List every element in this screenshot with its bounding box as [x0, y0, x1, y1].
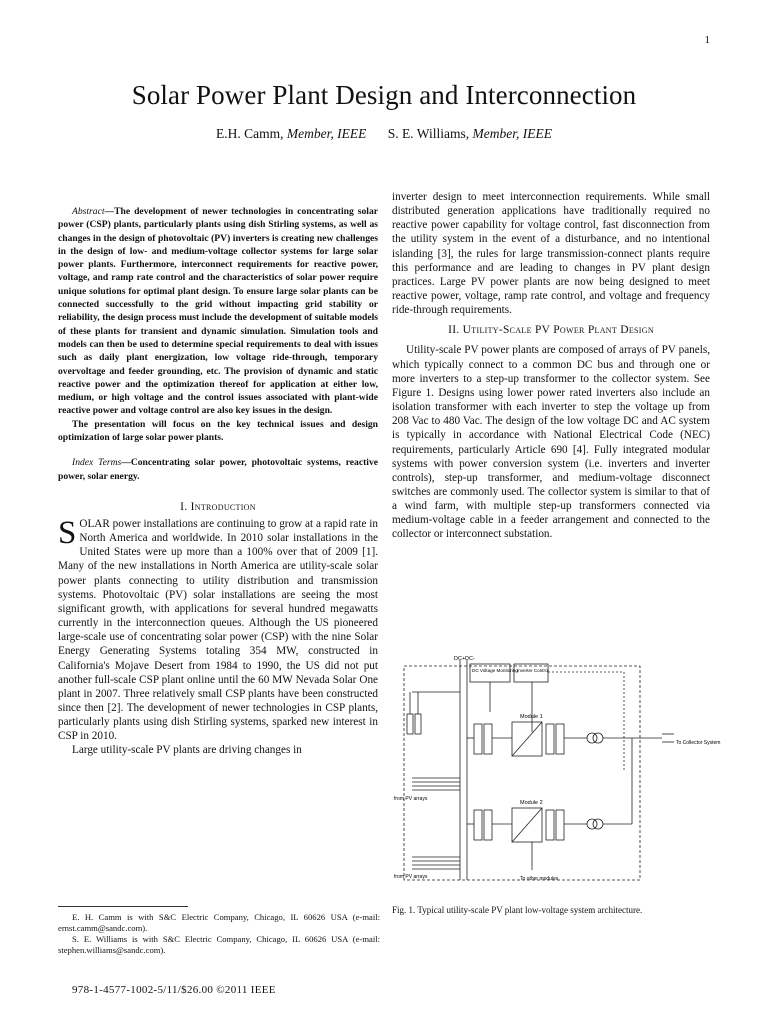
author-1 [216, 126, 366, 141]
abstract-label: Abstract [72, 206, 105, 217]
left-column [58, 205, 378, 758]
paper-title: Solar Power Plant Design and Interconnection [131, 80, 637, 110]
copyright-line: 978-1-4577-1002-5/11/$26.00 ©2011 IEEE [72, 984, 276, 996]
index-terms-label: Index Terms [72, 457, 122, 469]
intro-paragraph-2: Large utility-scale PV plants are driving changes in [72, 744, 302, 757]
dc-voltage-monitoring-label: DC Voltage Monitoring [472, 668, 518, 673]
abstract [58, 205, 378, 418]
author-1-name: E.H. Camm, [216, 126, 284, 141]
author-1-role: Member, IEEE [286, 126, 367, 141]
footnote-2: S. E. Williams is with S&C Electric Company, Chicago, IL 60626 USA (e-mail: stephen.williams@sandc.com). [58, 934, 380, 955]
footnotes [58, 912, 380, 956]
section-2-heading: II. Utility-Scale PV Power Plant Design [448, 324, 654, 337]
figure-1 [392, 652, 721, 897]
from-pv-arrays-2: from PV arrays [394, 874, 428, 880]
author-line [0, 126, 768, 142]
module-2-label: Module 2 [520, 800, 543, 806]
footnote-1: E. H. Camm is with S&C Electric Company, Chicago, IL 60626 USA (e-mail: ernst.camm@sandc.com). [58, 912, 380, 933]
author-2 [388, 126, 552, 141]
index-terms [58, 456, 378, 483]
dc-minus-label: DC- [465, 656, 475, 662]
inverter-control-label: Inverter Control [517, 668, 549, 673]
section-2-paragraph-1: Utility-scale PV power plants are composed of arrays of PV panels, which typically connect to a common DC bus and through one or more inverters to a step-up transformer to the collector system. See Figure 1. Designs using lower power rated inverters also include an isolation transformer with each inverter to step the voltage up from 208 Vac to 480 Vac. The design of the low voltage DC and AC system is typically in accordance with National Electrical Code (NEC) requirements, particularly Article 690 [4]. Fully integrated modular systems with power conversion system (i.e. inverters and inverter controls), step-up transformer, and medium-voltage disconnect switches are commonly used. The collector system is similar to that of a wind farm, with multiple step-up transformers connected via medium-voltage cable in a feeder arrangement and connected to the collector or interconnect substation. [392, 344, 710, 541]
continued-paragraph: inverter design to meet interconnection requirements. While small distributed generation applications have traditionally required no reactive power capability for voltage control, fast disconnection from the utility system in the event of a disturbance, and no intentional islanding [3], the rules for large transmission-connect plants require this performance and are leading to changes in PV plant design practices. Large PV power plants are now being designed to meet reactive power, voltage, ramp rate control, and voltage and frequency ride-through requirements. [392, 191, 710, 317]
author-2-role: Member, IEEE [472, 126, 552, 141]
abstract-text: The development of newer technologies in concentrating solar power (CSP) plants, particularly plants using dish Stirling systems, as well as changes in the design of photovoltaic (PV) inverters is creating new challenges in the design of low- and medium-voltage collector systems for large solar power plants. Furthermore, interconnect requirements for reactive power, voltage, and ramp rate control and the characteristics of solar power require unique solutions for optimal plant design. To ensure large solar plants can be connected successfully to the grid without impacting grid stability or reliability, the design process must include the development of suitable models of these plants for transient and dynamic simulation. Simulation tools and models can then be used to determine special requirements to deal with issues such as daily plant energization, low voltage ride-through, temporary overvoltage and feeder grounding, etc. The provision of dynamic and static reactive power and the optimization thereof for application at either low, medium, or high voltage and the control issues associated with plant-wide reactive power and voltage control are also key issues in the design. [58, 206, 378, 417]
index-terms-text: Concentrating solar power, photovoltaic systems, reactive power, solar energy. [58, 457, 379, 482]
module-1-label: Module 1 [520, 714, 543, 720]
abstract-presentation: The presentation will focus on the key technical issues and design optimization of large solar power plants. [58, 418, 378, 444]
intro-paragraph-1-text: OLAR power installations are continuing to grow at a rapid rate in North America and worldwide. In 2010 solar installations in the United States were up more than a 100% over that of 2009 [1]. Many of the new installations in North America are utility-scale solar power plants connecting to utility distribution and transmission systems. Photovoltaic (PV) solar installations are seeing the most significant growth, with applications for several hundred megawatts currently in the interconnection queues. Although the US pioneered large-scale use of concentrating solar power (CSP) with the nine Solar Energy Generating Systems totaling 354 MW, constructed in California's Mojave Desert from 1984 to 1990, the US did not put another full-scale CSP plant online until the 60 MW Nevada Solar One plant in 2007. Three relatively small CSP plants have been constructed since then [2]. The development of newer technologies in CSP plants, particularly plants using dish Stirling systems, sparked new interest in CSP in 2010. [58, 517, 378, 743]
drop-cap: S [58, 514, 77, 551]
section-1-heading: I. Introduction [180, 500, 256, 513]
to-other-modules-label: To other modules [520, 876, 559, 882]
page-number: 1 [704, 34, 710, 46]
pv-architecture-diagram [392, 652, 721, 897]
to-collector-label: To Collector System [676, 740, 721, 746]
footnote-rule [58, 906, 188, 907]
dc-plus-label: DC+ [454, 656, 466, 662]
right-column [392, 190, 710, 542]
index-terms-dash: — [121, 457, 131, 469]
intro-paragraph-1 [58, 514, 378, 744]
author-2-name: S. E. Williams, [387, 126, 470, 141]
from-pv-arrays-1: from PV arrays [394, 796, 428, 802]
figure-caption: Fig. 1. Typical utility-scale PV plant low-voltage system architecture. [392, 905, 643, 915]
abstract-dash: — [104, 206, 115, 217]
